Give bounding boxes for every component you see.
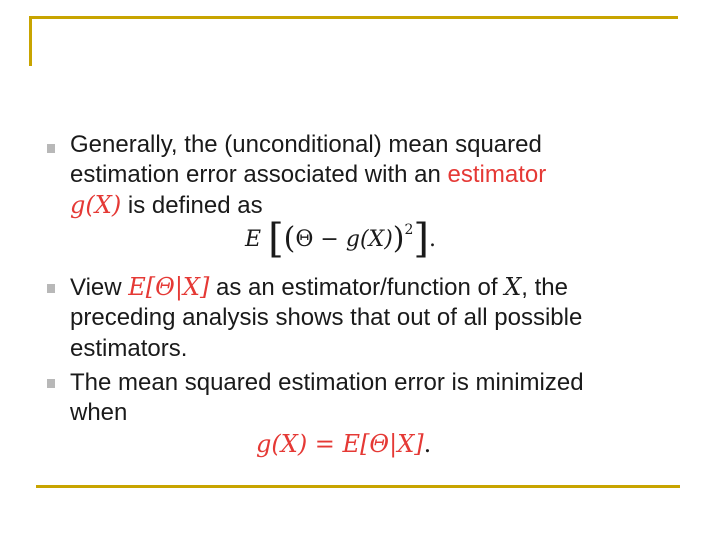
text-run: , the <box>521 274 568 301</box>
bullet-marker <box>47 379 55 388</box>
eq-right-paren: ) <box>392 221 405 256</box>
eq-minus: − <box>313 227 346 252</box>
eq-right-bracket: ] <box>413 216 430 262</box>
bullet-marker <box>47 144 55 153</box>
eq-exponent: 2 <box>404 222 414 238</box>
eq-left-bracket: [ <box>268 216 284 262</box>
text-run: is defined as <box>121 192 263 219</box>
bullet-1-line-3 <box>70 190 263 221</box>
math-g-of-x: g(X) <box>70 191 122 219</box>
bullet-3-line-2 <box>70 398 127 428</box>
estimator-highlight: estimator <box>447 161 547 188</box>
text-run: Generally, the (unconditional) mean squared <box>70 131 542 158</box>
text-run: when <box>70 399 128 426</box>
math-conditional-expectation: E[Θ|X] <box>128 273 210 301</box>
bullet-2-line-1 <box>70 272 568 303</box>
frame-bottom-rule <box>36 485 680 488</box>
text-run: as an estimator/function of <box>209 274 505 301</box>
eq-theta: Θ <box>295 227 314 252</box>
text-run: estimation error associated with an <box>70 161 448 188</box>
frame-top-rule <box>29 16 678 19</box>
eq-period: . <box>423 430 432 458</box>
optimal-estimator-equation <box>256 430 431 458</box>
eq-optimal-estimator: g(X) = E[Θ|X] <box>256 430 424 458</box>
text-run: The mean squared estimation error is minimized <box>70 369 584 396</box>
eq-x: (X) <box>359 227 393 252</box>
text-run: preceding analysis shows that out of all possible <box>70 304 583 331</box>
math-x: X <box>504 273 522 301</box>
bullet-2-line-3 <box>70 334 187 364</box>
eq-expectation: E <box>245 227 262 252</box>
eq-g: g <box>345 227 360 252</box>
bullet-2-line-2 <box>70 303 582 333</box>
bullet-1-line-2 <box>70 160 546 190</box>
eq-period: . <box>429 227 437 252</box>
text-run: estimators. <box>70 335 188 362</box>
frame-left-rule <box>29 16 32 66</box>
bullet-3-line-1 <box>70 368 584 398</box>
eq-left-paren: ( <box>283 221 296 256</box>
text-run: View <box>70 274 129 301</box>
bullet-1-line-1 <box>70 130 542 160</box>
bullet-marker <box>47 284 55 293</box>
mse-equation <box>245 216 436 262</box>
